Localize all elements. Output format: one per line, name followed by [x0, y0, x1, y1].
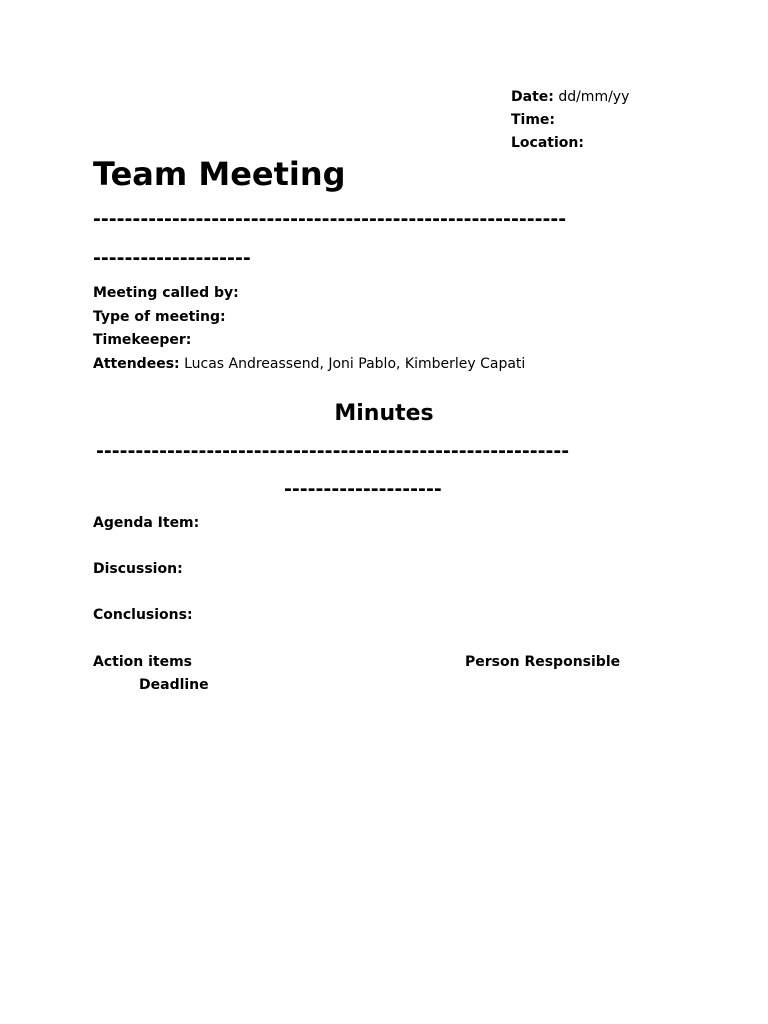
- meeting-type-row: [93, 306, 525, 330]
- time-row: [511, 109, 629, 132]
- conclusions-label: Conclusions:: [93, 607, 193, 623]
- attendees-row: [93, 353, 525, 377]
- attendees-label: Attendees:: [93, 355, 180, 372]
- separator-line-continuation: --------------------: [93, 247, 251, 269]
- page-title: Team Meeting: [93, 155, 346, 193]
- minutes-separator-line: ------------------------------------------------------------: [96, 440, 570, 462]
- location-label: Location:: [511, 135, 584, 151]
- minutes-heading: Minutes: [334, 401, 434, 426]
- agenda-item-label: Agenda Item:: [93, 515, 200, 531]
- location-row: [511, 132, 629, 155]
- discussion-label: Discussion:: [93, 561, 183, 577]
- timekeeper-label: Timekeeper:: [93, 332, 192, 348]
- meeting-info: [93, 282, 525, 376]
- called-by-label: Meeting called by:: [93, 285, 239, 301]
- date-row: [511, 86, 629, 109]
- attendees-value: Lucas Andreassend, Joni Pablo, Kimberley Capati: [184, 355, 526, 372]
- minutes-separator-continuation: --------------------: [284, 478, 442, 500]
- person-responsible-label: Person Responsible: [465, 654, 621, 670]
- date-value: dd/mm/yy: [558, 89, 630, 105]
- separator-line: ------------------------------------------------------------: [93, 208, 567, 230]
- meeting-type-label: Type of meeting:: [93, 308, 226, 325]
- deadline-label: Deadline: [139, 677, 209, 693]
- time-label: Time:: [511, 112, 556, 128]
- action-items-label: Action items: [93, 654, 192, 670]
- timekeeper-row: [93, 329, 525, 353]
- meeting-meta: [511, 86, 629, 155]
- called-by-row: [93, 282, 525, 306]
- date-label: Date:: [511, 89, 554, 105]
